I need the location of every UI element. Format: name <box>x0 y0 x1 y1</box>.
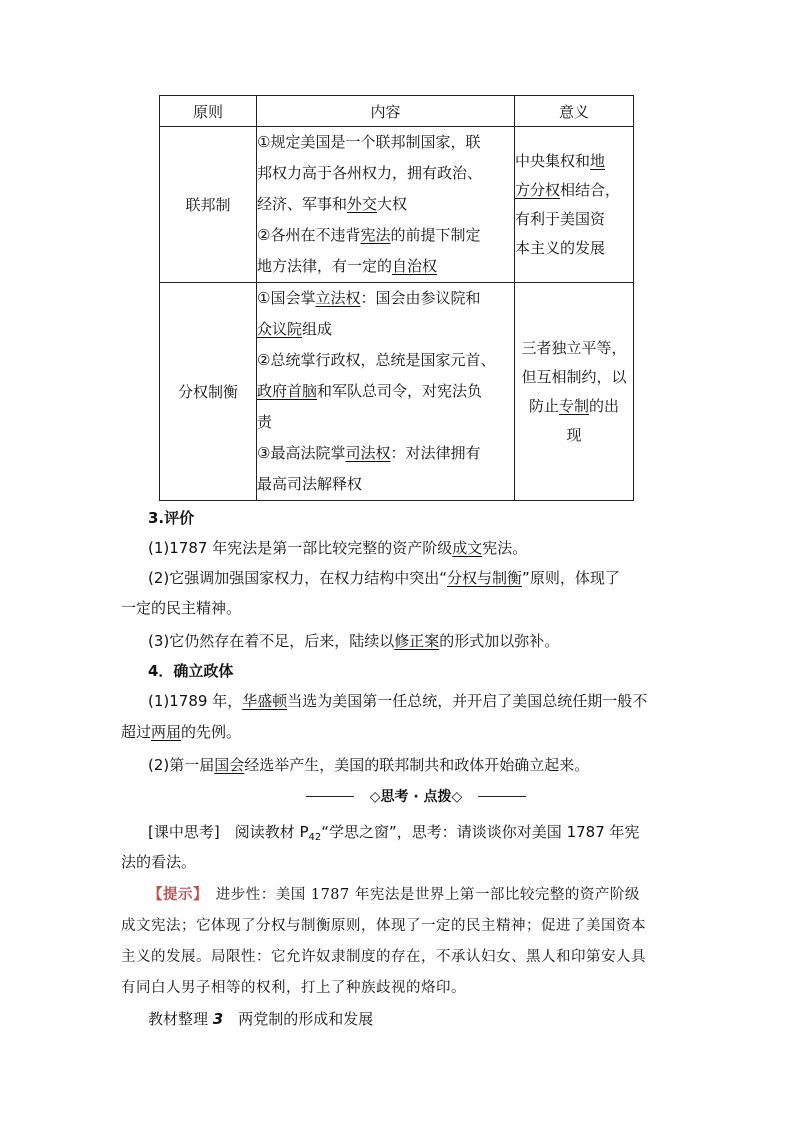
paragraph: (2)它强调加强国家权力，在权力结构中突出“分权与制衡”原则，体现了 <box>148 569 620 587</box>
header-meaning: 意义 <box>515 96 634 127</box>
content-line: ③最高法院掌司法权：对法律拥有 <box>257 444 481 462</box>
hint-line: 成文宪法；它体现了分权与制衡原则，体现了一定的民主精神；促进了美国资本 <box>121 918 646 934</box>
paragraph-continuation: 超过两届的先例。 <box>121 723 242 741</box>
divider-line <box>306 796 354 797</box>
meaning-line: 有利于美国资 <box>515 209 606 228</box>
principle-name: 分权制衡 <box>160 283 257 501</box>
divider-label: ◇思考 · 点拨◇ <box>369 789 463 805</box>
principle-name: 联邦制 <box>160 127 257 283</box>
meaning-line: 现 <box>566 425 582 444</box>
content-line: 经济、军事和外交大权 <box>257 195 408 213</box>
table-row-separation-of-powers <box>160 283 634 501</box>
divider-line <box>478 796 526 797</box>
meaning-line: 防止专制的出 <box>528 396 620 415</box>
hint-line: 【提示】 进步性：美国 1787 年宪法是世界上第一部比较完整的资产阶级 <box>148 886 640 903</box>
hint-tag: 【提示】 <box>148 886 201 903</box>
table-header-row <box>160 96 634 127</box>
think-divider <box>306 786 526 808</box>
content-line: 众议院组成 <box>257 320 333 338</box>
hint-line: 主义的发展。局限性：它允许奴隶制度的存在，不承认妇女、黑人和印第安人具 <box>121 949 646 965</box>
content-line: 地方法律，有一定的自治权 <box>257 257 438 275</box>
hint-line: 有同白人男子相等的权利，打上了种族歧视的烙印。 <box>121 980 466 996</box>
section-heading: 教材整理 3 两党制的形成和发展 <box>148 1010 374 1028</box>
paragraph-continuation: 一定的民主精神。 <box>121 599 242 617</box>
paragraph: (1)1789 年，华盛顿当选为美国第一任总统，并开启了美国总统任期一般不 <box>148 692 648 710</box>
principle-meaning <box>515 283 634 501</box>
paragraph: (2)第一届国会经选举产生，美国的联邦制共和政体开始确立起来。 <box>148 756 590 774</box>
section-title: 4．确立政体 <box>148 662 234 680</box>
header-content: 内容 <box>257 96 515 127</box>
meaning-line: 但互相制约，以 <box>521 367 627 386</box>
section-title: 3.评价 <box>148 509 195 527</box>
table-row-federalism <box>160 127 634 283</box>
content-line: 政府首脑和军队总司令，对宪法负 <box>257 382 483 400</box>
meaning-line: 本主义的发展 <box>515 238 606 257</box>
paragraph: (3)它仍然存在着不足，后来，陆续以修正案的形式加以弥补。 <box>148 632 560 650</box>
principle-meaning <box>515 127 634 283</box>
content-line: ①规定美国是一个联邦制国家，联 <box>257 133 481 151</box>
think-question-continuation: 法的看法。 <box>121 853 197 871</box>
content-line: ②总统掌行政权，总统是国家元首、 <box>257 351 496 369</box>
content-line: ①国会掌立法权：国会由参议院和 <box>257 289 481 307</box>
content-line: ②各州在不违背宪法的前提下制定 <box>257 226 481 244</box>
content-line: 邦权力高于各州权力，拥有政治、 <box>257 164 483 182</box>
meaning-line: 方分权相结合， <box>515 180 621 199</box>
constitution-principles-table <box>159 95 634 501</box>
content-line: 最高司法解释权 <box>257 475 363 493</box>
meaning-line: 中央集权和地 <box>515 151 606 170</box>
paragraph: (1)1787 年宪法是第一部比较完整的资产阶级成文宪法。 <box>148 539 528 557</box>
think-question: [课中思考] 阅读教材 $P_{42}“$学思之窗”，思考：请谈谈你对美国 1787 年宪 <box>148 823 640 843</box>
header-principle: 原则 <box>160 96 257 127</box>
principle-content <box>257 283 515 501</box>
meaning-line: 三者独立平等， <box>521 338 627 357</box>
principle-content <box>257 127 515 283</box>
content-line: 责 <box>257 413 273 431</box>
